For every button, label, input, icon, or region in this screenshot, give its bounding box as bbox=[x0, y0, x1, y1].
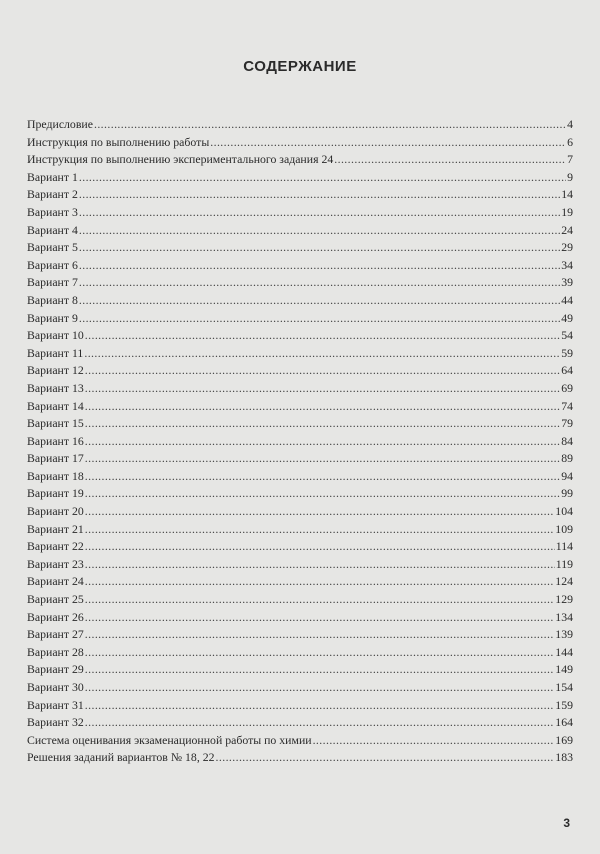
toc-entry-label: Вариант 7 bbox=[27, 275, 78, 290]
toc-entry bbox=[27, 556, 573, 574]
toc-entry-label: Вариант 24 bbox=[27, 574, 84, 589]
dot-leader bbox=[85, 485, 560, 503]
toc-entry bbox=[27, 239, 573, 257]
toc-entry-page: 7 bbox=[567, 152, 573, 167]
toc-entry bbox=[27, 398, 573, 416]
toc-entry bbox=[27, 714, 573, 732]
dot-leader bbox=[85, 573, 555, 591]
toc-entry bbox=[27, 116, 573, 134]
toc-entry-page: 64 bbox=[561, 363, 573, 378]
dot-leader bbox=[216, 749, 555, 767]
dot-leader bbox=[79, 310, 560, 328]
dot-leader bbox=[85, 503, 555, 521]
toc-entry bbox=[27, 521, 573, 539]
dot-leader bbox=[94, 116, 566, 134]
dot-leader bbox=[85, 433, 560, 451]
toc-entry-page: 129 bbox=[555, 592, 573, 607]
toc-entry-label: Вариант 16 bbox=[27, 433, 84, 448]
toc-entry-label: Вариант 1 bbox=[27, 169, 78, 184]
toc-entry-page: 169 bbox=[555, 732, 573, 747]
toc-entry-page: 183 bbox=[555, 750, 573, 765]
toc-entry-page: 154 bbox=[555, 680, 573, 694]
toc-entry bbox=[27, 169, 573, 187]
toc-entry-page: 69 bbox=[561, 380, 573, 395]
toc-entry-label: Вариант 21 bbox=[27, 521, 84, 536]
toc-entry bbox=[27, 362, 573, 380]
dot-leader bbox=[85, 626, 555, 644]
toc-entry-page: 99 bbox=[561, 486, 573, 501]
dot-leader bbox=[334, 151, 566, 169]
toc-entry-page: 109 bbox=[555, 521, 573, 536]
toc-entry bbox=[27, 749, 573, 767]
toc-entry bbox=[27, 151, 573, 169]
dot-leader bbox=[79, 204, 560, 222]
toc-entry-page: 4 bbox=[567, 117, 573, 131]
toc-entry bbox=[27, 644, 573, 662]
dot-leader bbox=[79, 222, 560, 240]
toc-entry bbox=[27, 697, 573, 715]
toc-entry-label: Вариант 28 bbox=[27, 644, 84, 659]
page-title: СОДЕРЖАНИЕ bbox=[243, 58, 357, 75]
toc-entry-label: Вариант 23 bbox=[27, 556, 84, 571]
dot-leader bbox=[79, 169, 566, 187]
toc-entry bbox=[27, 327, 573, 345]
toc-entry-label: Вариант 9 bbox=[27, 310, 78, 325]
toc-entry bbox=[27, 292, 573, 310]
toc-entry-label: Вариант 20 bbox=[27, 504, 84, 519]
toc-entry-page: 119 bbox=[555, 556, 573, 571]
dot-leader bbox=[85, 538, 555, 556]
toc-entry-label: Вариант 27 bbox=[27, 627, 84, 642]
toc-entry-label: Вариант 11 bbox=[27, 345, 84, 360]
toc-entry-label: Решения заданий вариантов № 18, 22 bbox=[27, 750, 215, 765]
toc-entry-page: 149 bbox=[555, 662, 573, 677]
toc-entry bbox=[27, 450, 573, 468]
toc-entry-label: Вариант 8 bbox=[27, 292, 78, 307]
toc-entry-label: Вариант 3 bbox=[27, 204, 78, 219]
dot-leader bbox=[79, 239, 560, 257]
toc-entry bbox=[27, 222, 573, 240]
toc-entry bbox=[27, 257, 573, 275]
toc-entry-label: Вариант 12 bbox=[27, 363, 84, 378]
toc-entry bbox=[27, 380, 573, 398]
toc-entry-page: 94 bbox=[561, 468, 573, 483]
toc-entry-label: Вариант 32 bbox=[27, 715, 84, 730]
toc-entry-label: Вариант 29 bbox=[27, 662, 84, 677]
dot-leader bbox=[84, 345, 560, 363]
table-of-contents bbox=[27, 116, 573, 767]
toc-entry-page: 14 bbox=[561, 187, 573, 202]
toc-entry-label: Вариант 30 bbox=[27, 680, 84, 694]
toc-entry-page: 29 bbox=[561, 240, 573, 255]
toc-entry-label: Система оценивания экзаменационной работы по химии bbox=[27, 732, 312, 747]
dot-leader bbox=[79, 257, 560, 275]
dot-leader bbox=[85, 450, 560, 468]
dot-leader bbox=[210, 134, 566, 152]
dot-leader bbox=[79, 186, 560, 204]
toc-entry-page: 124 bbox=[555, 574, 573, 589]
toc-entry-page: 54 bbox=[561, 328, 573, 343]
toc-entry-page: 39 bbox=[561, 275, 573, 290]
dot-leader bbox=[85, 697, 555, 715]
toc-entry-label: Вариант 10 bbox=[27, 328, 84, 343]
toc-entry bbox=[27, 573, 573, 591]
toc-entry-label: Инструкция по выполнению экспериментального задания 24 bbox=[27, 152, 334, 167]
toc-entry-label: Вариант 22 bbox=[27, 539, 84, 554]
toc-entry bbox=[27, 468, 573, 486]
dot-leader bbox=[85, 415, 560, 433]
toc-entry-label: Вариант 14 bbox=[27, 398, 84, 413]
toc-entry-page: 144 bbox=[555, 644, 573, 659]
toc-entry bbox=[27, 204, 573, 222]
toc-entry bbox=[27, 626, 573, 644]
dot-leader bbox=[85, 556, 555, 574]
dot-leader bbox=[313, 732, 555, 750]
toc-entry-page: 19 bbox=[561, 204, 573, 219]
dot-leader bbox=[85, 327, 560, 345]
toc-entry-page: 79 bbox=[561, 416, 573, 431]
toc-entry-page: 134 bbox=[555, 609, 573, 624]
toc-entry-label: Вариант 25 bbox=[27, 592, 84, 607]
toc-entry-label: Вариант 2 bbox=[27, 187, 78, 202]
toc-entry bbox=[27, 186, 573, 204]
toc-entry-page: 24 bbox=[561, 222, 573, 237]
toc-entry bbox=[27, 679, 573, 697]
toc-entry bbox=[27, 591, 573, 609]
dot-leader bbox=[85, 468, 560, 486]
toc-entry bbox=[27, 538, 573, 556]
dot-leader bbox=[85, 362, 560, 380]
toc-entry-page: 84 bbox=[561, 433, 573, 448]
toc-entry-page: 164 bbox=[555, 715, 573, 730]
toc-entry-page: 89 bbox=[561, 451, 573, 466]
toc-entry-label: Вариант 19 bbox=[27, 486, 84, 501]
toc-entry-label: Вариант 4 bbox=[27, 222, 78, 237]
toc-entry bbox=[27, 310, 573, 328]
dot-leader bbox=[85, 380, 560, 398]
page-number: 3 bbox=[563, 816, 570, 830]
toc-entry-page: 159 bbox=[555, 697, 573, 712]
toc-entry bbox=[27, 415, 573, 433]
toc-entry-label: Вариант 5 bbox=[27, 240, 78, 255]
toc-entry-label: Вариант 26 bbox=[27, 609, 84, 624]
toc-entry-page: 49 bbox=[561, 310, 573, 325]
toc-entry-page: 9 bbox=[567, 169, 573, 184]
toc-entry bbox=[27, 134, 573, 152]
dot-leader bbox=[79, 274, 560, 292]
dot-leader bbox=[85, 644, 555, 662]
toc-entry-label: Вариант 17 bbox=[27, 451, 84, 466]
toc-entry bbox=[27, 345, 573, 363]
dot-leader bbox=[85, 661, 555, 679]
toc-entry-page: 139 bbox=[555, 627, 573, 642]
toc-entry bbox=[27, 609, 573, 627]
toc-entry-page: 6 bbox=[567, 134, 573, 149]
toc-entry-page: 34 bbox=[561, 257, 573, 272]
toc-entry-page: 44 bbox=[561, 292, 573, 307]
toc-entry bbox=[27, 274, 573, 292]
toc-entry-label: Вариант 18 bbox=[27, 468, 84, 483]
toc-entry-label: Вариант 31 bbox=[27, 697, 84, 712]
dot-leader bbox=[85, 521, 555, 539]
toc-entry-page: 104 bbox=[555, 504, 573, 519]
toc-entry-label: Предисловие bbox=[27, 117, 93, 131]
toc-entry bbox=[27, 661, 573, 679]
dot-leader bbox=[85, 398, 560, 416]
toc-entry bbox=[27, 732, 573, 750]
toc-entry-page: 114 bbox=[555, 539, 573, 554]
dot-leader bbox=[85, 591, 555, 609]
dot-leader bbox=[85, 609, 555, 627]
toc-entry bbox=[27, 503, 573, 521]
toc-entry bbox=[27, 433, 573, 451]
toc-entry-label: Вариант 13 bbox=[27, 380, 84, 395]
dot-leader bbox=[85, 714, 555, 732]
dot-leader bbox=[85, 679, 555, 697]
toc-entry-label: Инструкция по выполнению работы bbox=[27, 134, 210, 149]
toc-entry bbox=[27, 485, 573, 503]
dot-leader bbox=[79, 292, 560, 310]
toc-entry-page: 74 bbox=[561, 398, 573, 413]
toc-entry-page: 59 bbox=[561, 345, 573, 360]
toc-entry-label: Вариант 6 bbox=[27, 257, 78, 272]
toc-entry-label: Вариант 15 bbox=[27, 416, 84, 431]
